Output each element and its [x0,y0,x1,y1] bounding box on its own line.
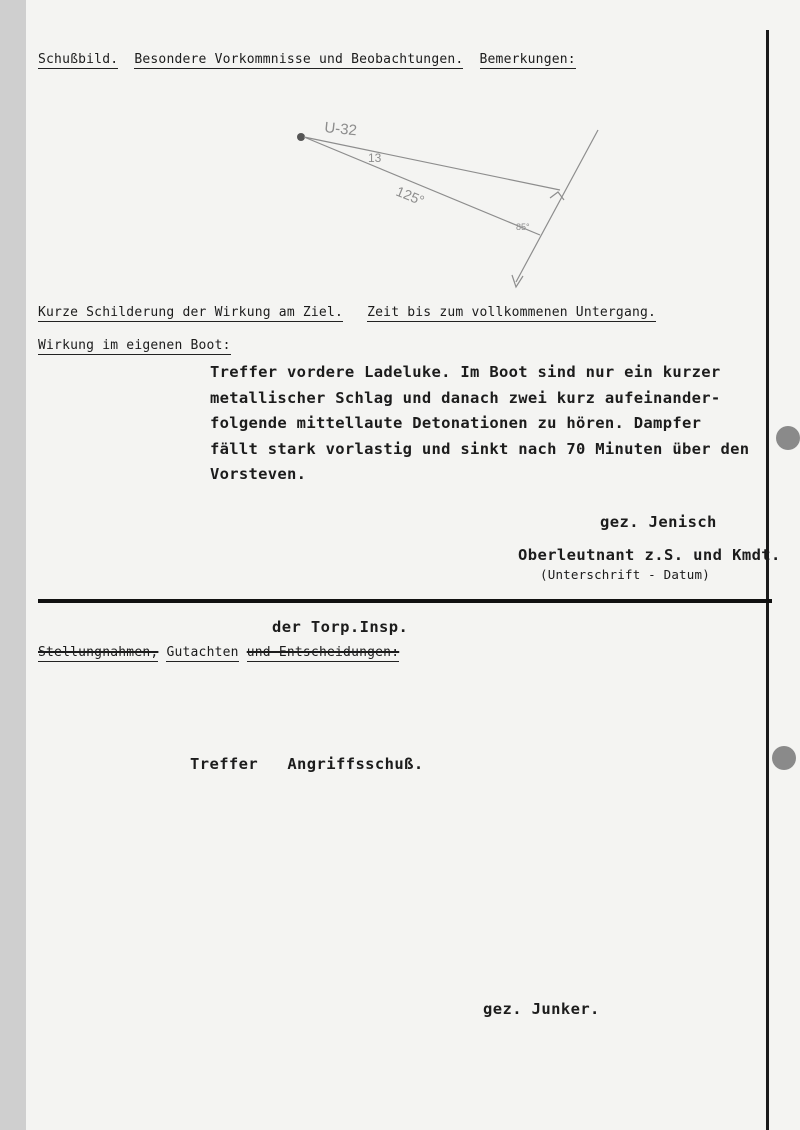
signature-junker: gez. Junker. [483,1000,600,1018]
wirkung-boot-label: Wirkung im eigenen Boot: [38,338,231,353]
angle-13-label: 13 [368,151,382,165]
signature-jenisch: gez. Jenisch [600,513,717,531]
header-schussbild: Schußbild. [38,52,119,67]
boat-label: U-32 [323,119,358,140]
label-entscheidungen: und Entscheidungen: [246,645,400,660]
right-margin-rule [766,30,769,1130]
wirkung-ziel-label: Kurze Schilderung der Wirkung am Ziel. [38,305,344,320]
verdict-line [190,755,424,773]
wirkung-ziel-line [38,305,656,320]
header-bemerkungen: Bemerkungen: [479,52,576,67]
verdict-treffer: Treffer [190,755,259,773]
label-stellungnahmen: Stellungnahmen, [38,645,159,660]
ship-course-line [516,130,598,282]
punch-hole-bottom [772,746,796,770]
section-divider [38,599,772,603]
signature-caption: (Unterschrift - Datum) [540,567,710,582]
report-line: folgende mittellaute Detonationen zu hören. Dampfer [210,414,702,432]
inspection-labels [38,645,399,660]
label-gutachten: Gutachten [166,645,239,660]
report-line: fällt stark vorlastig und sinkt nach 70 Minuten über den [210,439,750,458]
course-arrowhead [512,275,523,287]
bearing-line-upper [304,137,560,190]
verdict-angriffsschuss: Angriffsschuß. [287,755,424,773]
header-line [38,52,576,67]
angle-125-label: 125° [393,182,427,209]
angle-85-label: 85° [516,222,530,232]
bearing-line-lower [304,137,540,235]
torp-insp-heading: der Torp.Insp. [272,618,409,636]
report-text [210,360,749,488]
report-line: metallischer Schlag und danach zwei kurz aufeinander- [210,388,721,407]
rank-line: Oberleutnant z.S. und Kmdt. [518,546,781,564]
boat-position-mark [297,133,305,141]
torpedo-sketch [280,110,610,300]
report-line: Treffer vordere Ladeluke. Im Boot sind nur ein kurzer [210,363,721,381]
punch-hole-top [776,426,800,450]
report-line: Vorsteven. [210,465,307,483]
header-vorkommnisse: Besondere Vorkommnisse und Beobachtungen. [134,52,464,67]
untergang-label: Zeit bis zum vollkommenen Untergang. [367,305,657,320]
